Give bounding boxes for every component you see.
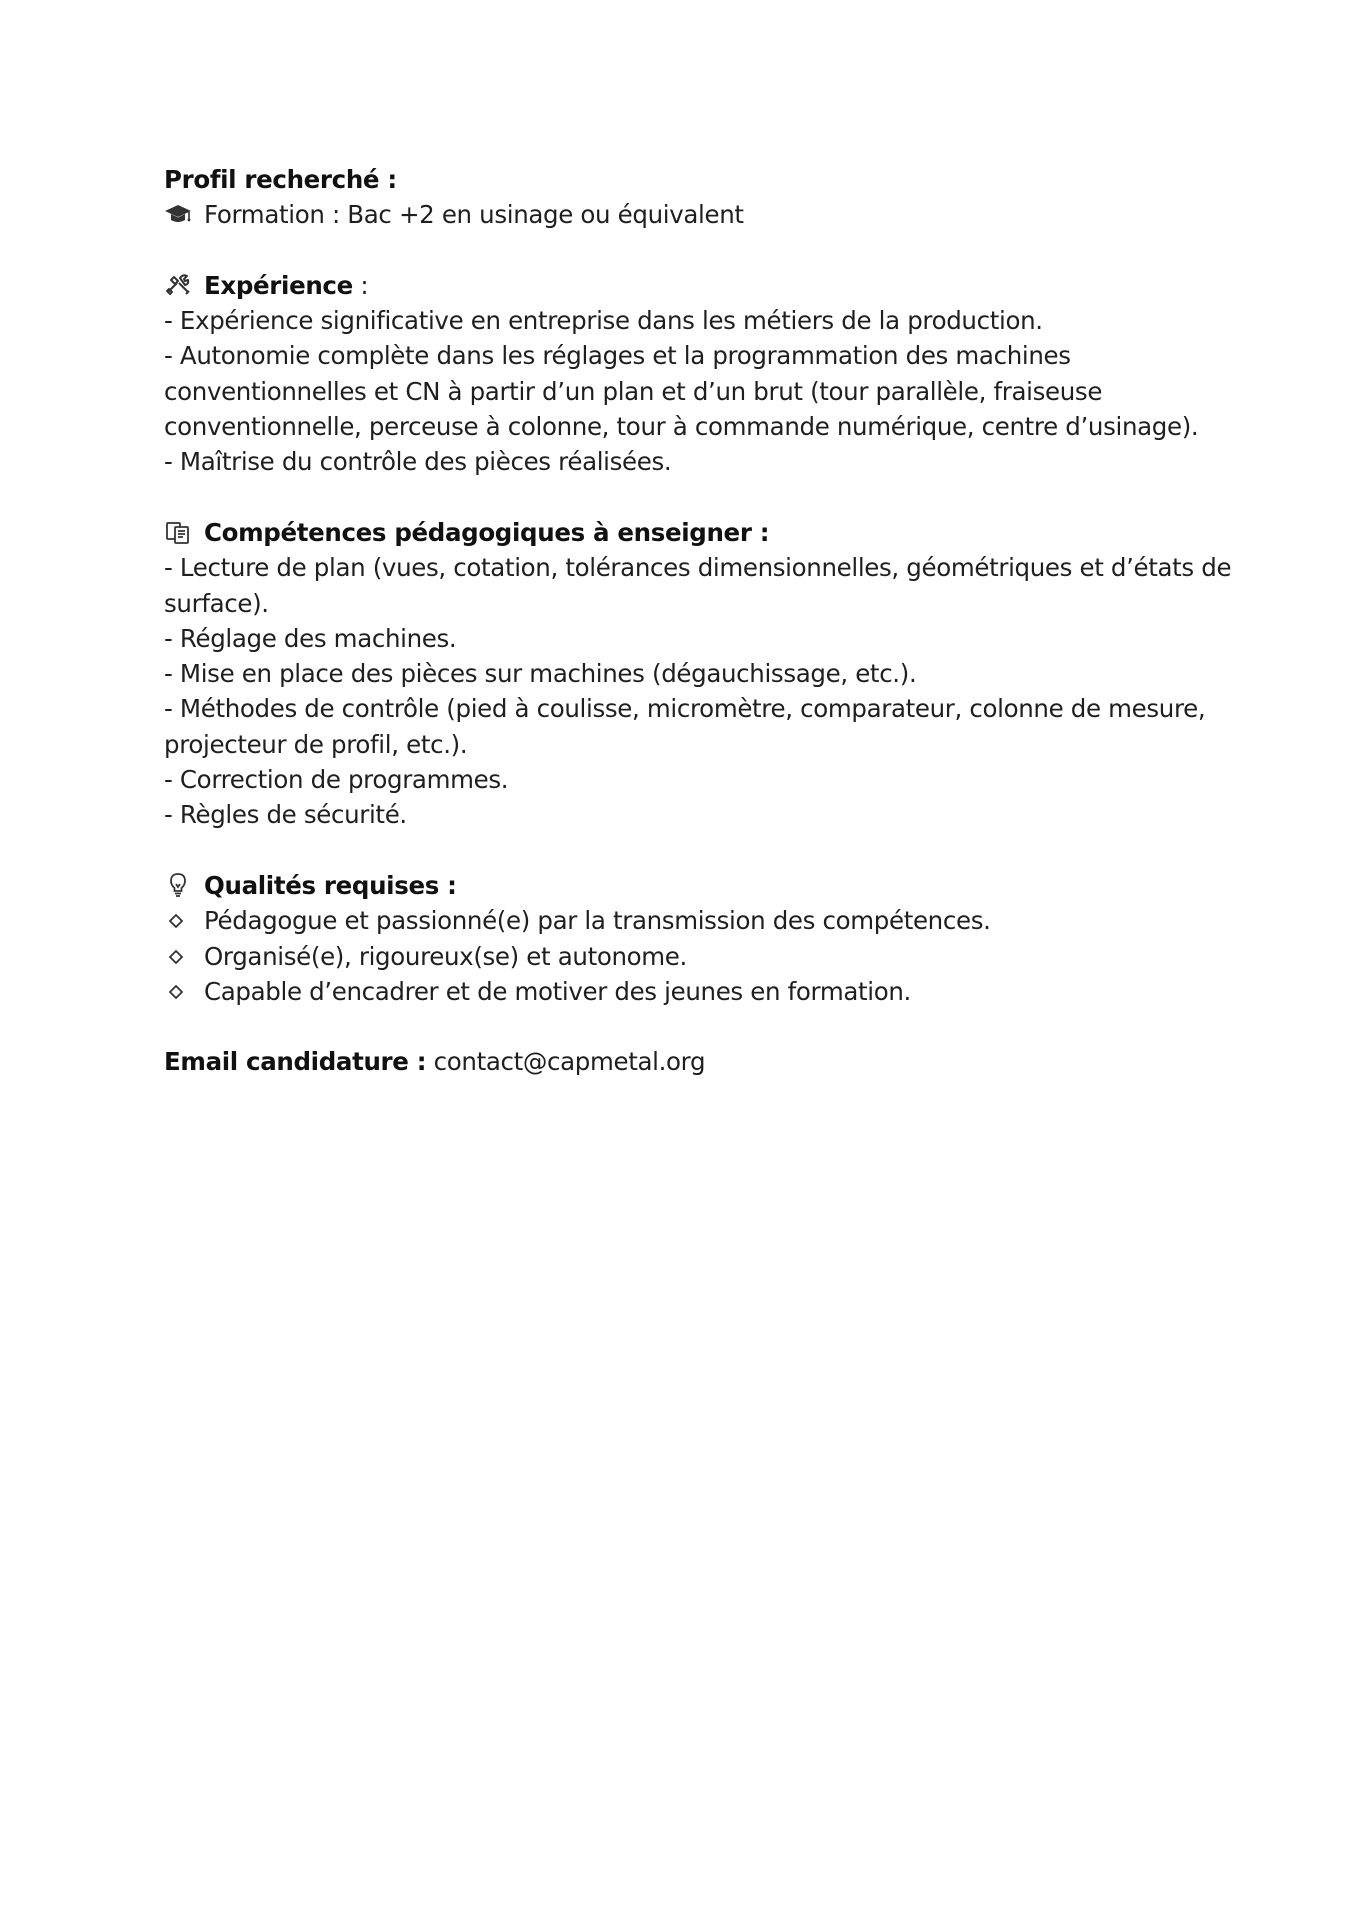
- email-link[interactable]: contact@capmetal.org: [433, 1047, 706, 1077]
- competences-line-7: - Correction de programmes.: [164, 765, 509, 795]
- qualites-heading: Qualités requises :: [164, 868, 1224, 903]
- competences-line-3: - Réglage des machines.: [164, 623, 457, 653]
- qualites-item-1: Pédagogue et passionné(e) par la transmission des compétences.: [164, 903, 1224, 938]
- experience-line-4: conventionnelle, perceuse à colonne, tour à commande numérique, centre d’usinage).: [164, 412, 1199, 442]
- experience-heading: Expérience :: [164, 268, 1224, 303]
- email-line: [164, 1044, 1224, 1079]
- diamond-icon: [164, 947, 192, 967]
- qualites-item-2: Organisé(e), rigoureux(se) et autonome.: [164, 939, 1224, 974]
- experience-line-1: - Expérience significative en entreprise dans les métiers de la production.: [164, 306, 1043, 336]
- document-page: [164, 162, 1232, 1080]
- competences-line-8: - Règles de sécurité.: [164, 800, 407, 830]
- diamond-icon: [164, 982, 192, 1002]
- experience-line-3: conventionnelles et CN à partir d’un plan et d’un brut (tour parallèle, fraiseuse: [164, 376, 1103, 406]
- profil-heading: Profil recherché :: [164, 165, 397, 194]
- graduation-cap-icon: [164, 201, 192, 227]
- email-label: Email candidature :: [164, 1047, 427, 1077]
- competences-line-6: projecteur de profil, etc.).: [164, 729, 468, 759]
- books-icon: [164, 519, 192, 545]
- competences-line-1: - Lecture de plan (vues, cotation, tolérances dimensionnelles, géométriques et d’états de: [164, 553, 1232, 583]
- experience-line-5: - Maîtrise du contrôle des pièces réalisées.: [164, 447, 672, 477]
- competences-line-4: - Mise en place des pièces sur machines (dégauchissage, etc.).: [164, 659, 917, 689]
- tools-icon: [164, 272, 192, 298]
- competences-heading: Compétences pédagogiques à enseigner :: [164, 515, 1224, 550]
- formation-line: Formation : Bac +2 en usinage ou équivalent: [164, 197, 1224, 232]
- diamond-icon: [164, 911, 192, 931]
- lightbulb-icon: [164, 872, 192, 898]
- qualites-item-3: Capable d’encadrer et de motiver des jeunes en formation.: [164, 974, 1224, 1009]
- competences-line-5: - Méthodes de contrôle (pied à coulisse, micromètre, comparateur, colonne de mesure,: [164, 694, 1206, 724]
- competences-line-2: surface).: [164, 588, 269, 618]
- experience-line-2: - Autonomie complète dans les réglages et la programmation des machines: [164, 341, 1071, 371]
